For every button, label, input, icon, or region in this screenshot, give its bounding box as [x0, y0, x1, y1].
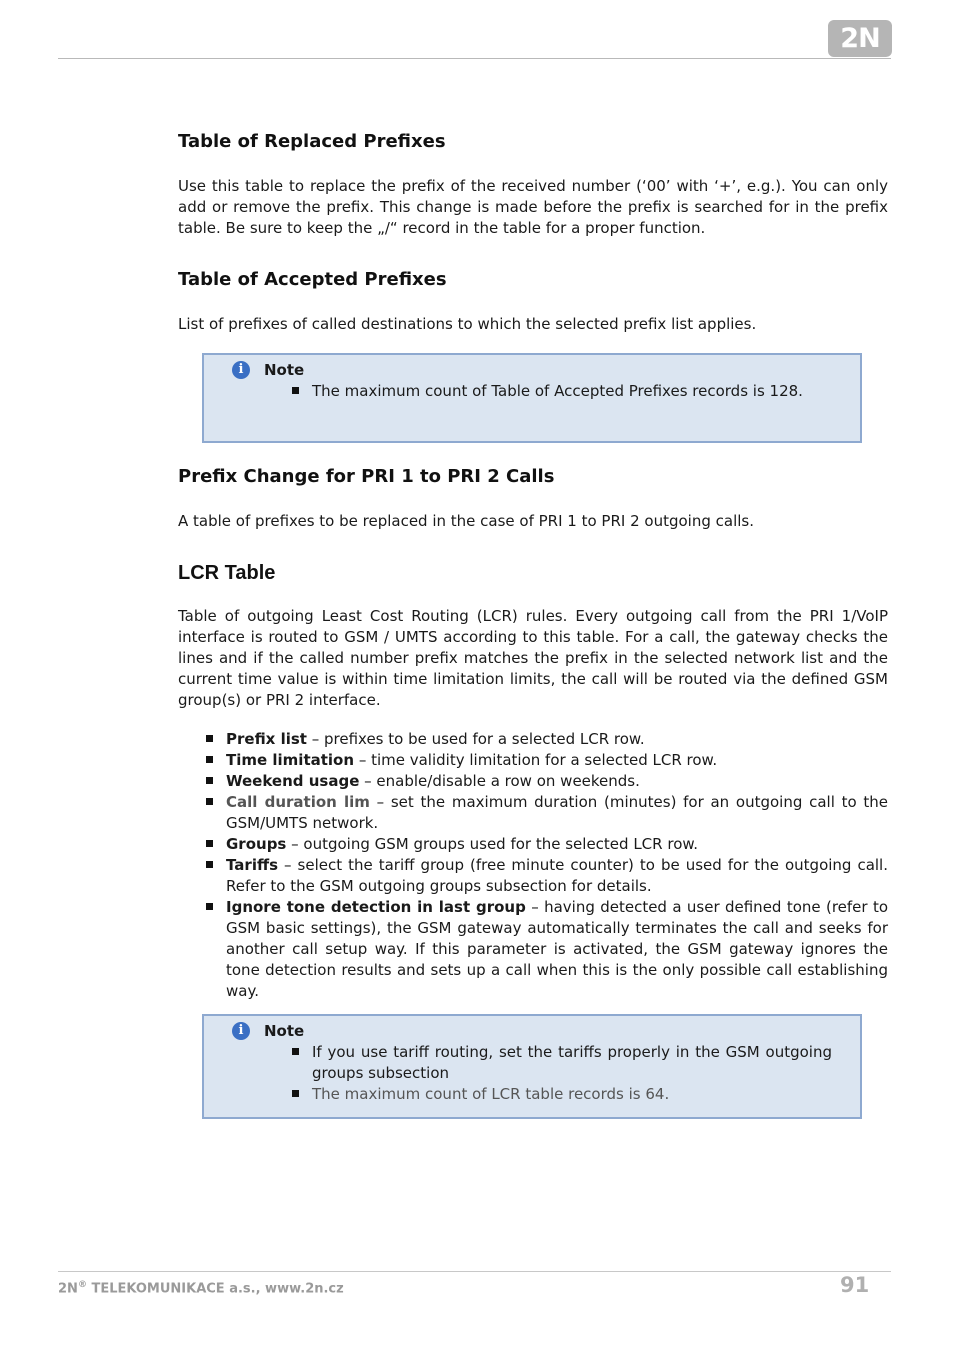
term-groups: Groups — [226, 835, 287, 853]
note-item: If you use tariff routing, set the tariffs properly in the GSM outgoing groups subsection — [290, 1042, 832, 1084]
page-number: 91 — [840, 1273, 870, 1297]
list-item — [206, 750, 888, 771]
note-label: Note — [264, 361, 305, 379]
term-weekend-usage: Weekend usage — [226, 772, 360, 790]
section-title-accepted-prefixes: Table of Accepted Prefixes — [178, 269, 447, 290]
note-item: The maximum count of Table of Accepted Prefixes records is 128. — [290, 381, 832, 402]
footer-divider — [58, 1271, 891, 1272]
paragraph-accepted-prefixes: List of prefixes of called destinations to which the selected prefix list applies. — [178, 315, 757, 333]
brand-logo: 2N — [828, 20, 892, 57]
description: – outgoing GSM groups used for the selected LCR row. — [286, 835, 699, 853]
section-title-replaced-prefixes: Table of Replaced Prefixes — [178, 131, 446, 152]
list-item — [206, 729, 888, 750]
registered-mark: ® — [77, 1280, 87, 1290]
note-box-lcr — [202, 1014, 862, 1119]
footer-company — [58, 1280, 344, 1296]
paragraph-pri-prefix-change: A table of prefixes to be replaced in the case of PRI 1 to PRI 2 outgoing calls. — [178, 512, 754, 530]
note-box-accepted — [202, 353, 862, 443]
note-list — [232, 381, 832, 402]
lcr-parameter-list — [206, 729, 888, 1002]
paragraph-replaced-prefixes: Use this table to replace the prefix of the received number (‘00’ with ‘+’, e.g.). You can only add or remove the prefix. This change is made before the prefix is searched for in the prefix table. Be sure to keep the „/“ record in the table for a proper function. — [178, 177, 888, 237]
note-label: Note — [264, 1022, 305, 1040]
term-time-limitation: Time limitation — [226, 751, 355, 769]
info-icon: i — [232, 361, 250, 379]
description: – set the maximum duration (minutes) for an outgoing call to the GSM/UMTS network. — [226, 793, 888, 832]
term-prefix-list: Prefix list — [226, 730, 307, 748]
footer-company-text: TELEKOMUNIKACE a.s., www.2n.cz — [86, 1281, 344, 1297]
note-item: The maximum count of LCR table records is 64. — [290, 1084, 832, 1105]
term-call-duration-lim: Call duration lim — [226, 793, 370, 811]
term-ignore-tone-detection: Ignore tone detection in last group — [226, 898, 526, 916]
note-list — [232, 1042, 832, 1105]
description: – enable/disable a row on weekends. — [359, 772, 640, 790]
list-item — [206, 855, 888, 897]
list-item — [206, 897, 888, 1002]
section-title-pri-prefix-change: Prefix Change for PRI 1 to PRI 2 Calls — [178, 466, 555, 487]
description: – time validity limitation for a selected LCR row. — [354, 751, 718, 769]
description: – having detected a user defined tone (refer to GSM basic settings), the GSM gateway automatically terminates the call and seeks for another call setup way. If this parameter is activated, the GSM gateway ignores the tone detection results and sets up a call when this is the only possible call establishing way. — [226, 898, 889, 1000]
note-header — [232, 359, 832, 381]
list-item — [206, 771, 888, 792]
header-divider — [58, 58, 891, 59]
note-header — [232, 1020, 832, 1042]
page-content — [178, 130, 888, 1119]
description: – prefixes to be used for a selected LCR row. — [306, 730, 645, 748]
term-tariffs: Tariffs — [226, 856, 279, 874]
info-icon: i — [232, 1022, 250, 1040]
list-item — [206, 834, 888, 855]
paragraph-lcr-table: Table of outgoing Least Cost Routing (LCR) rules. Every outgoing call from the PRI 1/VoIP interface is routed to GSM / UMTS according to this table. For a call, the gateway checks the lines and if the called number prefix matches the prefix in the selected network list and the current time value is within time limitation limits, the call will be routed via the defined GSM group(s) or PRI 2 interface. — [178, 607, 888, 709]
description: – select the tariff group (free minute counter) to be used for the outgoing call. Refer to the GSM outgoing groups subsection for details. — [226, 856, 888, 895]
list-item — [206, 792, 888, 834]
footer-brand: 2N — [58, 1281, 78, 1297]
section-title-lcr-table: LCR Table — [178, 562, 276, 584]
